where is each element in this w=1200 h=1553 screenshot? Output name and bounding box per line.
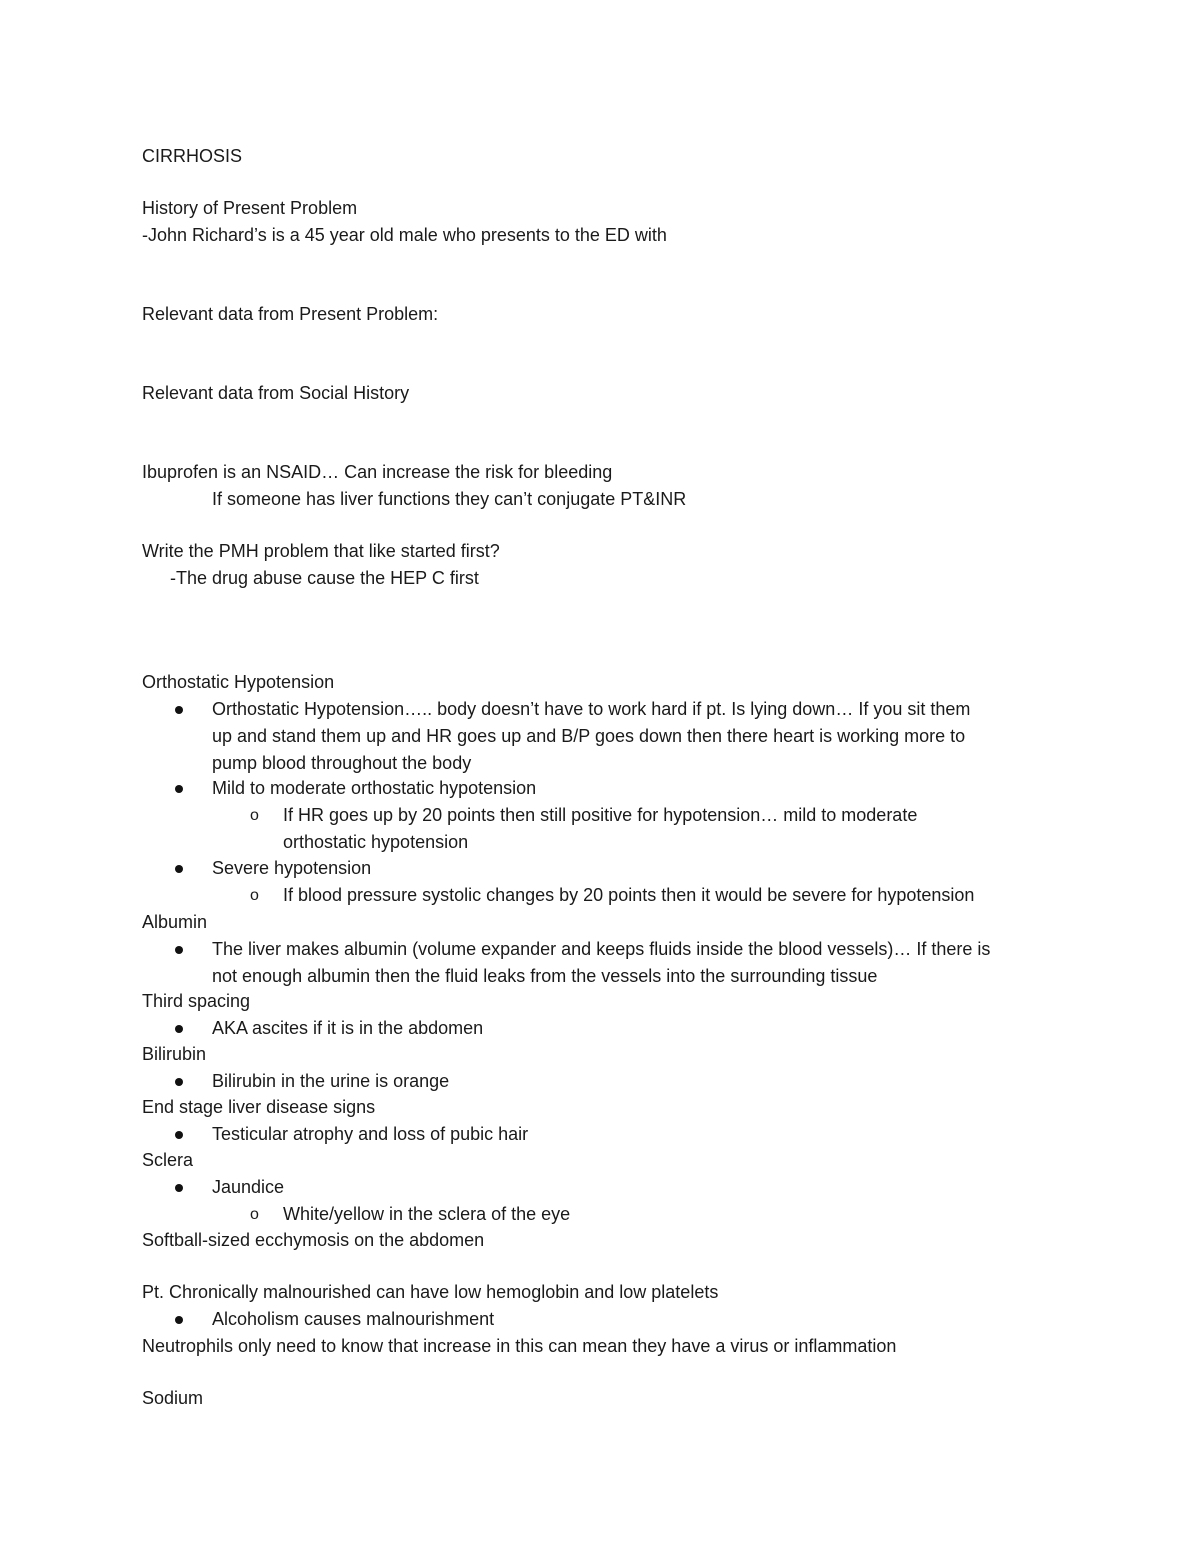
relevant-social-heading: Relevant data from Social History — [142, 383, 410, 403]
document-title: CIRRHOSIS — [142, 146, 243, 166]
list-item: AKA ascites if it is in the abdomen — [212, 1018, 484, 1038]
list-item-continuation: not enough albumin then the fluid leaks from the vessels into the surrounding tissue — [212, 966, 878, 986]
list-item: The liver makes albumin (volume expander and keeps fluids inside the blood vessels)… If there is — [212, 939, 991, 959]
list-item: Testicular atrophy and loss of pubic hair — [212, 1124, 529, 1144]
bullet-icon — [175, 1131, 183, 1139]
sub-list-item-continuation: orthostatic hypotension — [283, 832, 469, 852]
list-item: Jaundice — [212, 1177, 285, 1197]
bullet-icon — [175, 785, 183, 793]
bullet-icon — [175, 865, 183, 873]
pmh-answer: -The drug abuse cause the HEP C first — [170, 568, 479, 588]
pmh-question: Write the PMH problem that like started first? — [142, 541, 500, 561]
bilirubin-heading: Bilirubin — [142, 1044, 207, 1064]
bullet-icon — [175, 1025, 183, 1033]
sodium-heading: Sodium — [142, 1388, 204, 1408]
malnourished-line: Pt. Chronically malnourished can have low hemoglobin and low platelets — [142, 1282, 719, 1302]
sub-list-item: If HR goes up by 20 points then still positive for hypotension… mild to moderate — [283, 805, 918, 825]
neutrophils-line: Neutrophils only need to know that increase in this can mean they have a virus or inflammation — [142, 1336, 897, 1356]
bullet-icon — [175, 1078, 183, 1086]
list-item: Severe hypotension — [212, 858, 372, 878]
list-item: Orthostatic Hypotension….. body doesn’t have to work hard if pt. Is lying down… If you sit them — [212, 699, 971, 719]
relevant-present-heading: Relevant data from Present Problem: — [142, 304, 439, 324]
list-item-continuation: pump blood throughout the body — [212, 753, 472, 773]
list-item-continuation: up and stand them up and HR goes up and B/P goes down then there heart is working more to — [212, 726, 966, 746]
sub-bullet-icon: o — [250, 1206, 259, 1223]
list-item: Mild to moderate orthostatic hypotension — [212, 778, 537, 798]
bullet-icon — [175, 1316, 183, 1324]
sub-bullet-icon: o — [250, 807, 259, 824]
albumin-heading: Albumin — [142, 912, 208, 932]
ibuprofen-note: If someone has liver functions they can’t conjugate PT&INR — [212, 489, 687, 509]
hpp-line: -John Richard’s is a 45 year old male who presents to the ED with — [142, 225, 667, 245]
softball-line: Softball-sized ecchymosis on the abdomen — [142, 1230, 485, 1250]
list-item: Alcoholism causes malnourishment — [212, 1309, 495, 1329]
end-stage-heading: End stage liver disease signs — [142, 1097, 376, 1117]
sclera-heading: Sclera — [142, 1150, 194, 1170]
bullet-icon — [175, 1184, 183, 1192]
ibuprofen-line: Ibuprofen is an NSAID… Can increase the risk for bleeding — [142, 462, 613, 482]
sub-bullet-icon: o — [250, 887, 259, 904]
third-spacing-heading: Third spacing — [142, 991, 251, 1011]
bullet-icon — [175, 706, 183, 714]
bullet-icon — [175, 946, 183, 954]
sub-list-item: If blood pressure systolic changes by 20 points then it would be severe for hypotension — [283, 885, 975, 905]
hpp-heading: History of Present Problem — [142, 198, 358, 218]
ortho-heading: Orthostatic Hypotension — [142, 672, 335, 692]
sub-list-item: White/yellow in the sclera of the eye — [283, 1204, 571, 1224]
list-item: Bilirubin in the urine is orange — [212, 1071, 450, 1091]
